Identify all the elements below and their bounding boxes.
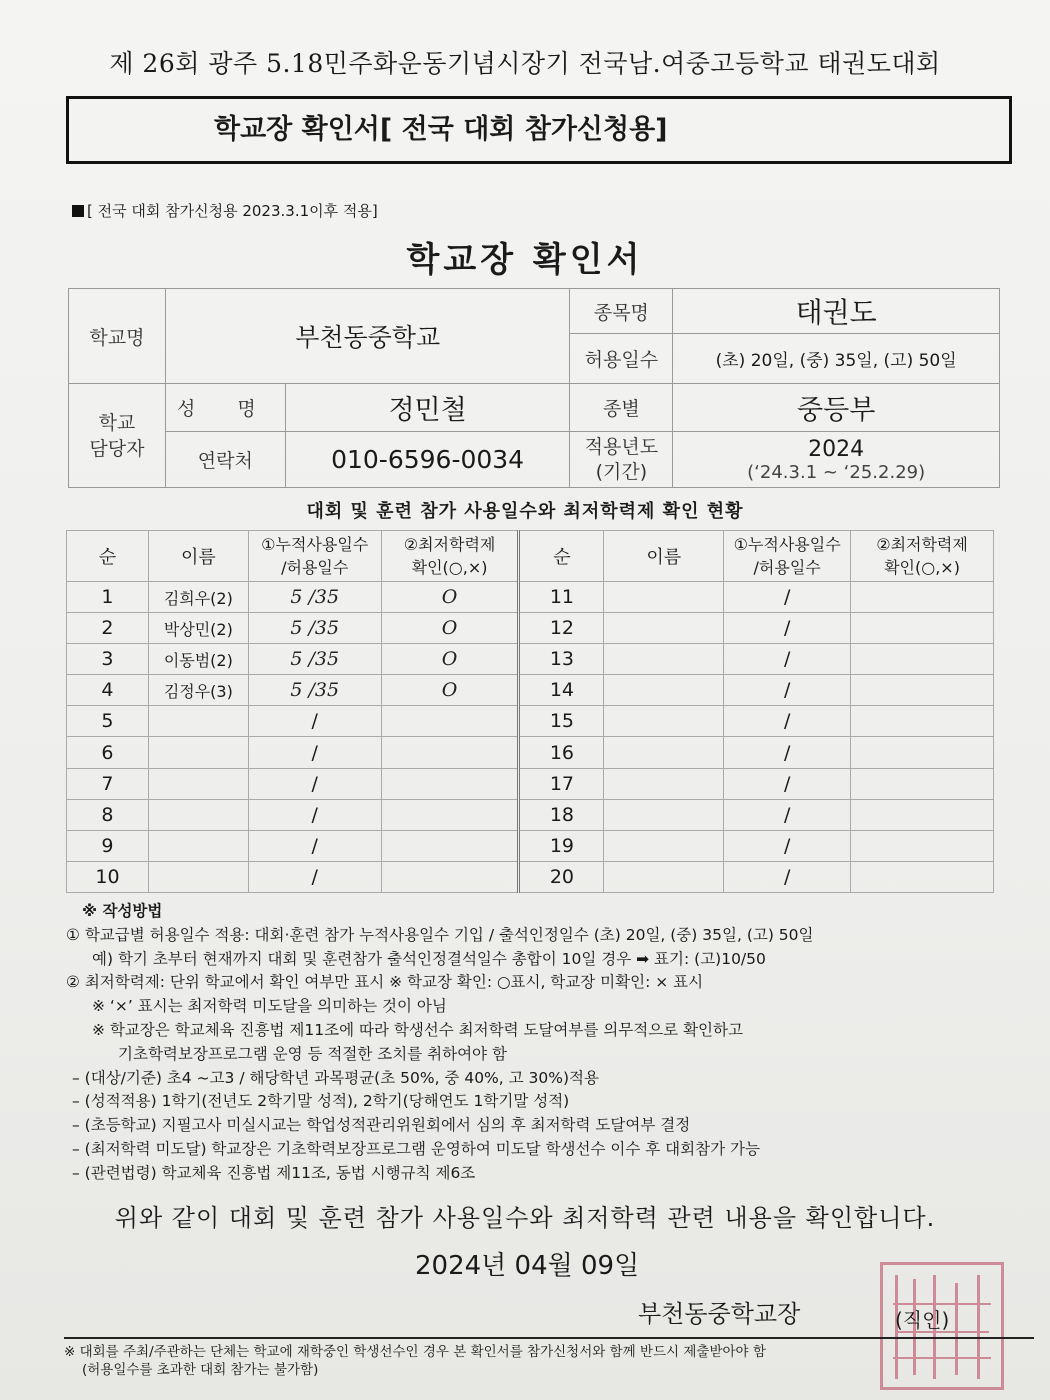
header-name-left: 이름 [148, 531, 248, 582]
row-number: 12 [519, 613, 604, 644]
student-name [148, 706, 248, 737]
row-number: 11 [519, 582, 604, 613]
used-days: / [724, 706, 851, 737]
min-academic-check [381, 737, 519, 768]
min-academic-check [381, 799, 519, 830]
instruction-line: – (초등학교) 지필고사 미실시교는 학업성적관리위원회에서 심의 후 최저학력 도달여부 결정 [72, 1116, 691, 1135]
row-number: 7 [67, 768, 149, 799]
min-academic-check: O [381, 582, 519, 613]
header-no-right: 순 [519, 531, 604, 582]
min-academic-check [851, 861, 994, 892]
row-number: 9 [67, 830, 149, 861]
instruction-line: ※ ‘×’ 표시는 최저학력 미도달을 의미하는 것이 아님 [92, 997, 447, 1016]
instruction-line: 기초학력보장프로그램 운영 등 적절한 조치를 취하여야 함 [118, 1044, 507, 1063]
row-number: 17 [519, 768, 604, 799]
contact-label: 학교 담당자 [69, 384, 166, 488]
header-name-right: 이름 [604, 531, 724, 582]
student-name: 김정우(3) [148, 675, 248, 706]
allowed-days-value: (초) 20일, (중) 35일, (고) 50일 [673, 334, 1000, 384]
status-row [67, 675, 994, 706]
competition-header: 제 26회 광주 5.18민주화운동기념시장기 전국남.여중고등학교 태권도대회 [109, 49, 941, 78]
header-check-left: ②최저학력제 확인(○,×) [381, 531, 519, 582]
student-name [604, 613, 724, 644]
row-number: 6 [67, 737, 149, 768]
used-days: 5 /35 [248, 582, 381, 613]
student-name [604, 675, 724, 706]
student-name: 이동범(2) [148, 644, 248, 675]
title-box: 학교장 확인서[ 전국 대회 참가신청용] [66, 96, 1012, 164]
used-days: / [724, 582, 851, 613]
used-days: / [724, 613, 851, 644]
student-name [148, 830, 248, 861]
student-name: 박상민(2) [148, 613, 248, 644]
student-name: 김희우(2) [148, 582, 248, 613]
header-no-left: 순 [67, 531, 149, 582]
min-academic-check: O [381, 675, 519, 706]
student-name [604, 830, 724, 861]
instruction-line: ② 최저학력제: 단위 학교에서 확인 여부만 표시 ※ 학교장 확인: ○표시, 학교장 미확인: × 표시 [66, 973, 704, 992]
principal-signature-line: 부천동중학교장 [638, 1300, 801, 1328]
used-days: 5 /35 [248, 613, 381, 644]
status-row [67, 861, 994, 892]
row-number: 2 [67, 613, 149, 644]
row-number: 18 [519, 799, 604, 830]
event-label: 종목명 [570, 289, 673, 334]
status-row [67, 737, 994, 768]
min-academic-check [381, 861, 519, 892]
used-days: / [248, 799, 381, 830]
used-days: / [724, 768, 851, 799]
used-days: / [724, 737, 851, 768]
instruction-line: – (관련법령) 학교체육 진흥법 제11조, 동법 시행규칙 제6조 [72, 1163, 476, 1182]
used-days: 5 /35 [248, 644, 381, 675]
status-row [67, 582, 994, 613]
instruction-line: ※ 작성방법 [82, 902, 163, 920]
status-row [67, 830, 994, 861]
min-academic-check [851, 644, 994, 675]
instruction-line: ① 학교급별 허용일수 적용: 대회·훈련 참가 누적사용일수 기입 / 출석인정일수 (초) 20일, (중) 35일, (고) 50일 [66, 925, 814, 944]
student-name [148, 737, 248, 768]
division-value: 중등부 [673, 384, 1000, 432]
student-name [148, 768, 248, 799]
school-info-table [68, 288, 1000, 488]
min-academic-check [851, 768, 994, 799]
row-number: 4 [67, 675, 149, 706]
row-number: 13 [519, 644, 604, 675]
min-academic-check [851, 706, 994, 737]
instruction-line: – (성적적용) 1학기(전년도 2학기말 성적), 2학기(당해연도 1학기말 성적) [72, 1092, 570, 1111]
student-name [604, 768, 724, 799]
used-days: / [248, 737, 381, 768]
header-days-left: ①누적사용일수 /허용일수 [248, 531, 381, 582]
used-days: 5 /35 [248, 675, 381, 706]
status-row [67, 768, 994, 799]
seal-label: (직인) [895, 1308, 950, 1332]
min-academic-check: O [381, 644, 519, 675]
student-name [148, 861, 248, 892]
footnote: ※ 대회를 주최/주관하는 단체는 학교에 재학중인 학생선수인 경우 본 확인서를 참가신청서와 함께 반드시 제출받아야 함 (허용일수를 초과한 대회 참가는 불가함) [64, 1343, 1034, 1379]
status-row [67, 644, 994, 675]
min-academic-check [851, 613, 994, 644]
used-days: / [248, 768, 381, 799]
name-value: 정민철 [285, 384, 570, 432]
document-title: 학교장 확인서 [406, 240, 644, 280]
square-bullet-icon [72, 205, 84, 217]
status-row [67, 706, 994, 737]
min-academic-check: O [381, 613, 519, 644]
row-number: 8 [67, 799, 149, 830]
row-number: 10 [67, 861, 149, 892]
used-days: / [248, 830, 381, 861]
min-academic-check [851, 799, 994, 830]
row-number: 15 [519, 706, 604, 737]
min-academic-check [851, 830, 994, 861]
school-value: 부천동중학교 [165, 289, 570, 384]
status-table [66, 530, 994, 893]
used-days: / [724, 861, 851, 892]
used-days: / [724, 830, 851, 861]
status-row [67, 799, 994, 830]
student-name [604, 861, 724, 892]
min-academic-check [851, 582, 994, 613]
row-number: 3 [67, 644, 149, 675]
student-name [604, 644, 724, 675]
min-academic-check [381, 706, 519, 737]
division-label: 종별 [570, 384, 673, 432]
instruction-line: ※ 학교장은 학교체육 진흥법 제11조에 따라 학생선수 최저학력 도달여부를 의무적으로 확인하고 [92, 1020, 743, 1039]
header-days-right: ①누적사용일수 /허용일수 [724, 531, 851, 582]
issue-date: 2024년 04월 09일 [415, 1251, 640, 1281]
school-label: 학교명 [69, 289, 166, 384]
phone-value: 010-6596-0034 [285, 432, 570, 488]
applicability-note: [ 전국 대회 참가신청용 2023.3.1이후 적용] [72, 200, 378, 221]
row-number: 1 [67, 582, 149, 613]
year-label: 적용년도 (기간) [570, 432, 673, 488]
student-name [604, 582, 724, 613]
header-check-right: ②최저학력제 확인(○,×) [851, 531, 994, 582]
student-name [604, 706, 724, 737]
status-title: 대회 및 훈련 참가 사용일수와 최저학력제 확인 현황 [306, 501, 744, 522]
min-academic-check [851, 737, 994, 768]
name-label: 성 명 [165, 384, 285, 432]
min-academic-check [851, 675, 994, 706]
row-number: 5 [67, 706, 149, 737]
min-academic-check [381, 768, 519, 799]
used-days: / [248, 861, 381, 892]
status-row [67, 613, 994, 644]
student-name [604, 799, 724, 830]
used-days: / [724, 675, 851, 706]
row-number: 16 [519, 737, 604, 768]
instruction-line: – (최저학력 미도달) 학교장은 기초학력보장프로그램 운영하여 미도달 학생선수 이수 후 대회참가 가능 [72, 1139, 760, 1158]
instruction-line: 예) 학기 초부터 현재까지 대회 및 훈련참가 출석인정결석일수 총합이 10일 경우 ➡ 표기: (고)10/50 [92, 949, 766, 968]
phone-label: 연락처 [165, 432, 285, 488]
instructions [66, 900, 1006, 1186]
allowed-days-label: 허용일수 [570, 334, 673, 384]
year-value: 2024 (‘24.3.1 ~ ‘25.2.29) [673, 432, 1000, 488]
student-name [148, 799, 248, 830]
used-days: / [248, 706, 381, 737]
row-number: 19 [519, 830, 604, 861]
used-days: / [724, 644, 851, 675]
student-name [604, 737, 724, 768]
footnote-divider [64, 1337, 1034, 1339]
event-value: 태권도 [673, 289, 1000, 334]
min-academic-check [381, 830, 519, 861]
instruction-line: – (대상/기준) 초4 ~고3 / 해당학년 과목평균(초 50%, 중 40%, 고 30%)적용 [72, 1068, 599, 1087]
row-number: 20 [519, 861, 604, 892]
used-days: / [724, 799, 851, 830]
row-number: 14 [519, 675, 604, 706]
confirmation-statement: 위와 같이 대회 및 훈련 참가 사용일수와 최저학력 관련 내용을 확인합니다. [114, 1204, 936, 1232]
